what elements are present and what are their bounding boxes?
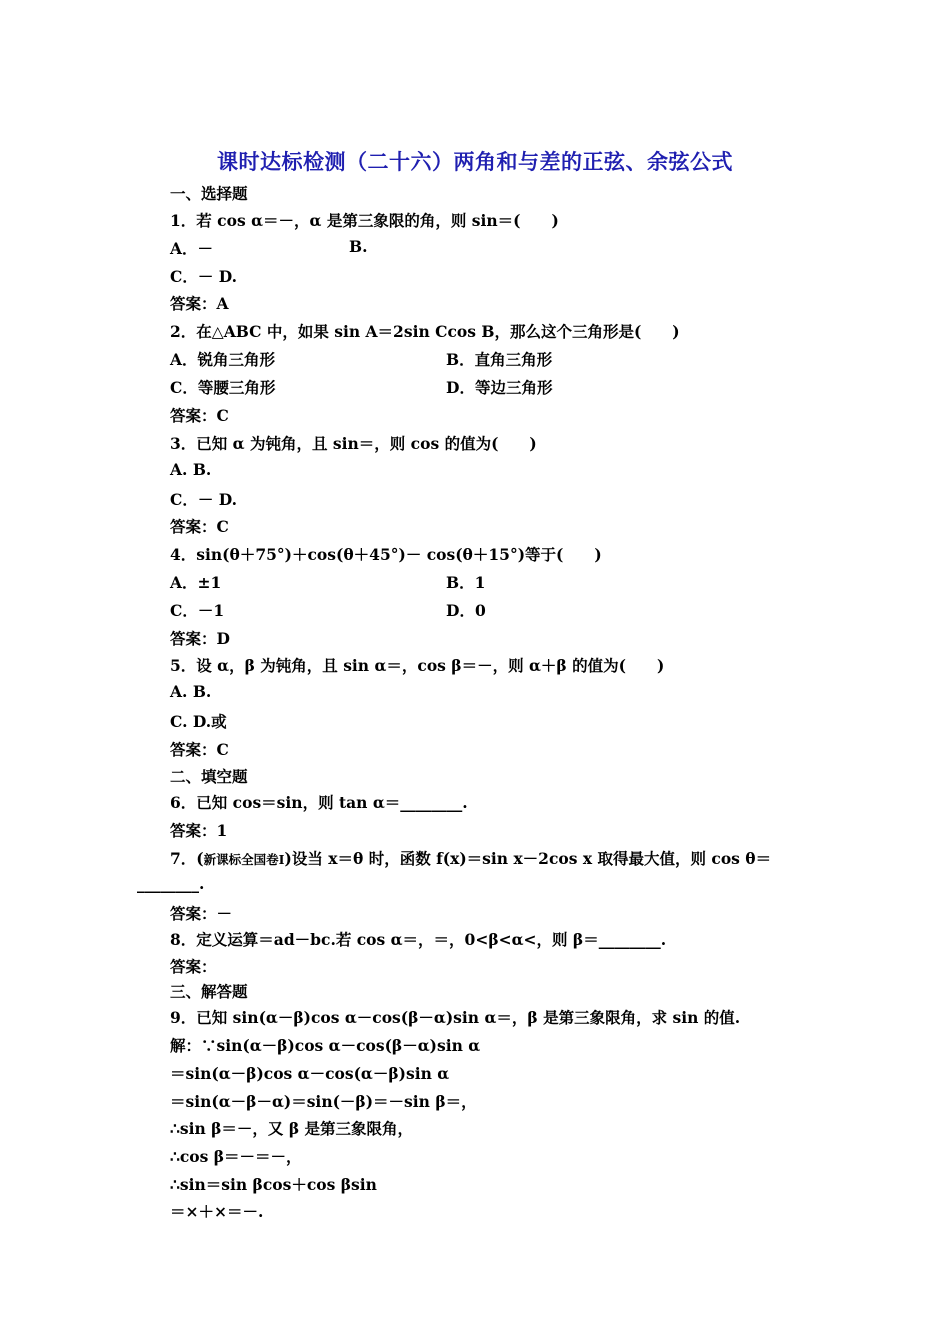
question-2-options-ab	[170, 348, 670, 370]
question-6: 6．已知 cos＝sin，则 tan α＝________.	[170, 793, 468, 812]
question-4-options-cd	[170, 599, 670, 621]
question-2: 2．在△ABC 中，如果 sin A＝2sin Ccos B，那么这个三角形是( )	[170, 322, 680, 341]
solution-line-7: ＝×＋×＝－.	[170, 1202, 264, 1221]
answer-7: 答案：－	[170, 904, 233, 923]
page-title: 课时达标检测（二十六）两角和与差的正弦、余弦公式	[217, 149, 733, 174]
solution-line-3: ＝sin(α－β－α)＝sin(－β)＝－sin β＝，	[170, 1092, 477, 1111]
answer-8: 答案：	[170, 957, 217, 976]
question-5: 5．设 α，β 为钝角，且 sin α＝，cos β＝－，则 α＋β 的值为( )	[170, 656, 665, 675]
answer-5: 答案：C	[170, 740, 229, 759]
option-a: A．锐角三角形	[170, 350, 276, 369]
answer-6: 答案：1	[170, 821, 228, 840]
solution-line-1: 解：∵sin(α－β)cos α－cos(β－α)sin α	[170, 1036, 481, 1055]
question-9: 9．已知 sin(α－β)cos α－cos(β－α)sin α＝，β 是第三象限角，求 sin 的值.	[170, 1008, 741, 1027]
answer-1: 答案：A	[170, 294, 229, 313]
solution-line-6: ∴sin＝sin βcos＋cos βsin	[170, 1175, 377, 1194]
question-1-options-ab	[170, 237, 670, 259]
solution-line-5: ∴cos β＝－＝－，	[170, 1147, 302, 1166]
question-source: 新课标全国卷Ⅰ	[203, 852, 285, 867]
option-c: C．－1	[170, 601, 225, 620]
question-4-options-ab	[170, 571, 670, 593]
solution-line-2: ＝sin(α－β)cos α－cos(α－β)sin α	[170, 1064, 450, 1083]
question-2-options-cd	[170, 376, 670, 398]
question-3: 3．已知 α 为钝角，且 sin＝，则 cos 的值为( )	[170, 434, 537, 453]
question-3-options-ab: A. B.	[170, 460, 212, 479]
question-7: 7．(新课标全国卷Ⅰ)设当 x＝θ 时，函数 f(x)＝sin x－2cos x 取得最大值，则 cos θ＝	[170, 849, 772, 868]
question-1-options-cd: C．－ D.	[170, 267, 238, 286]
option-d: D．等边三角形	[446, 378, 553, 397]
question-3-options-cd: C．－ D.	[170, 490, 238, 509]
option-a: A．－	[170, 239, 214, 258]
answer-3: 答案：C	[170, 517, 229, 536]
question-8: 8．定义运算＝ad－bc.若 cos α＝，＝，0<β<α<，则 β＝________.	[170, 930, 667, 949]
option-b: B.	[349, 237, 368, 256]
question-1: 1．若 cos α＝－，α 是第三象限的角，则 sin＝( )	[170, 211, 559, 230]
question-4: 4．sin(θ＋75°)＋cos(θ＋45°)－ cos(θ＋15°)等于( )	[170, 545, 602, 564]
section-heading-fill: 二、填空题	[170, 767, 248, 786]
option-b: B．直角三角形	[446, 350, 553, 369]
answer-4: 答案：D	[170, 629, 230, 648]
answer-2: 答案：C	[170, 406, 229, 425]
question-5-options-cd: C. D.或	[170, 712, 227, 731]
section-heading-solve: 三、解答题	[170, 982, 248, 1001]
option-c: C．等腰三角形	[170, 378, 276, 397]
section-heading-choice: 一、选择题	[170, 184, 248, 203]
question-5-options-ab: A. B.	[170, 682, 212, 701]
solution-line-4: ∴sin β＝－，又 β 是第三象限角，	[170, 1119, 414, 1138]
option-d: D．0	[446, 601, 486, 620]
question-7-blank: ________.	[137, 874, 205, 893]
option-b: B．1	[446, 573, 486, 592]
option-a: A．±1	[170, 573, 222, 592]
